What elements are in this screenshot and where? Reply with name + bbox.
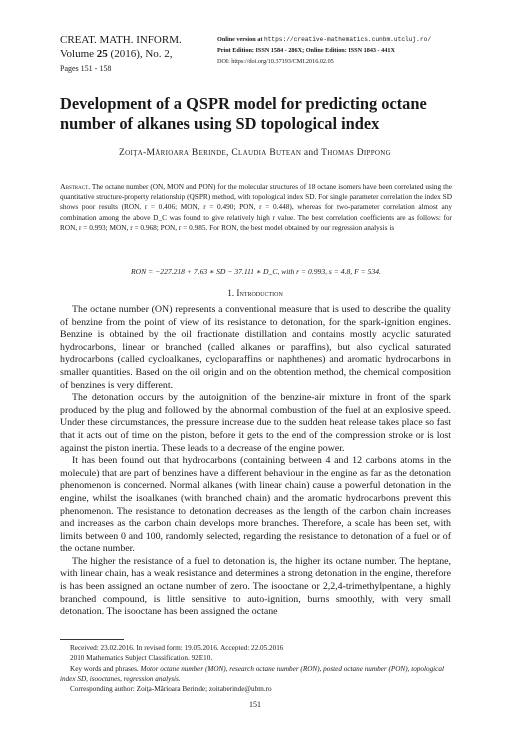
paragraph: It has been found out that hydrocarbons (containing between 4 and 12 carbons atoms in the molecule) that are part of benzines have a different behaviour in the engine as far as the detonation phenomenon is concerned. Normal alkanes (with linear chain) cause a powerful detonation in the engine, whilst the isoalkanes (with branched chain) and the aromatic hydrocarbons prevent this phenomenon. The resistance to detonation decreases as the length of the carbon chain increases and increases as the carbon chain develops more branches. Therefore, a scale has been set, with limits between 0 and 100, randomly selected, regarding the resistance to detonation of a fuel or of the octane number. <box>60 455 451 555</box>
print-edition: Print Edition: ISSN 1584 - 286X; Online Edition: ISSN 1843 - 441X <box>217 47 395 54</box>
author-name: Claudia Butean <box>231 148 302 158</box>
keywords: Key words and phrases. Motor octane number (MON), research octane number (RON), posted octane number (PON), topological index SD, isooctanes, regression analysis. <box>60 664 444 683</box>
author-name: Zoiţa-Mărioara Berinde <box>119 148 227 158</box>
body-text <box>60 304 451 619</box>
publication-info <box>217 34 507 67</box>
section-heading: 1. Introduction <box>227 288 283 298</box>
journal-info <box>60 33 220 75</box>
paragraph: The octane number (ON) represents a conventional measure that is used to describe the quality of benzine from the point of view of its resistance to detonation, for the spark-ignition engines. Benzine is obtained by the oil fractionate distillation and contains mostly acyclic saturated hydrocarbons, linear or branched (called alkanes or paraffins), but also cyclical saturated hydrocarbons (called cycloalkanes, cycloparaffins or naphthenes) and aromatic hydrocarbons in smaller quantities. Based on the oil origin and on the obtention method, the chemical composition of benzines is very different. <box>60 304 451 391</box>
page-number: 151 <box>249 700 261 709</box>
paragraph: The detonation occurs by the autoignition of the benzine-air mixture in front of the spark produced by the plug and followed by the abnormal combustion of the fuel at an explosive speed. Under these circumstances, the pressure increase due to the sudden heat release takes place so fast that it acts out of time on the piston, before it gets to the end of the compression stroke or is lost against the piston inertia. These leads to a decrease of the engine power. <box>60 392 451 454</box>
corresponding-author: Corresponding author: Zoiţa-Mărioara Berinde; zoitaberinde@ubm.ro <box>70 685 272 694</box>
online-url-link[interactable]: https://creative-mathematics.cunbm.utcluj.ro/ <box>263 36 432 43</box>
journal-pages: Pages 151 - 158 <box>60 64 112 73</box>
regression-formula: RON = −227.218 + 7.63 ∗ SD − 37.111 ∗ D_C, with r = 0.993, s = 4.8, F = 534. <box>131 267 381 276</box>
author-name: Thomas Dippong <box>321 148 391 158</box>
footnote-divider <box>60 639 124 640</box>
doi-link[interactable]: DOI: https://doi.org/10.37193/CMI.2016.02.05 <box>217 58 334 65</box>
author-list: Zoiţa-Mărioara Berinde, Claudia Butean and Thomas Dippong <box>119 148 391 158</box>
paragraph: The higher the resistance of a fuel to detonation is, the higher its octane number. The heptane, with linear chain, has a weak resistance and determines a strong detonation in the engine, therefore is has been assigned an octane number of zero. The isooctane or 2,2,4-trimethylpentane, a highly branched compound, is little sensitive to auto-ignition, burns smoothly, with very small detonation. The isooctane has been assigned the octane <box>60 555 451 618</box>
msc-classification: 2010 Mathematics Subject Classification. 92E10. <box>70 654 213 663</box>
abstract <box>60 182 452 233</box>
abstract-label: Abstract. <box>60 182 91 191</box>
received-dates: Received: 23.02.2016. In revised form: 19.05.2016. Accepted: 22.05.2016 <box>70 644 284 652</box>
article-title: Development of a QSPR model for predicting octane number of alkanes using SD topological index <box>60 94 427 133</box>
journal-name: CREAT. MATH. INFORM. <box>60 34 182 46</box>
journal-volume: Volume 25 (2016), No. 2, <box>60 48 173 60</box>
abstract-text: The octane number (ON, MON and PON) for the molecular structures of 18 octane isomers have been correlated using the quantitative structure-property relationship (QSPR) method, with topological index SD. For single parameter correlation the index SD shows poor results (RON, r = 0.406; MON, r = 0.490; PON, r = 0.448), whereas for two-parameter correlation almost any combination among the above D_C was found to give relatively high r value. The best correlation coefficients are as follows: for RON, r = 0.993; MON, r = 0.968; PON, r = 0.985. For RON, the best model obtained by our regression analysis is <box>60 182 452 232</box>
footnotes <box>60 643 452 694</box>
online-version: Online version at https://creative-mathematics.cunbm.utcluj.ro/ <box>217 36 432 43</box>
